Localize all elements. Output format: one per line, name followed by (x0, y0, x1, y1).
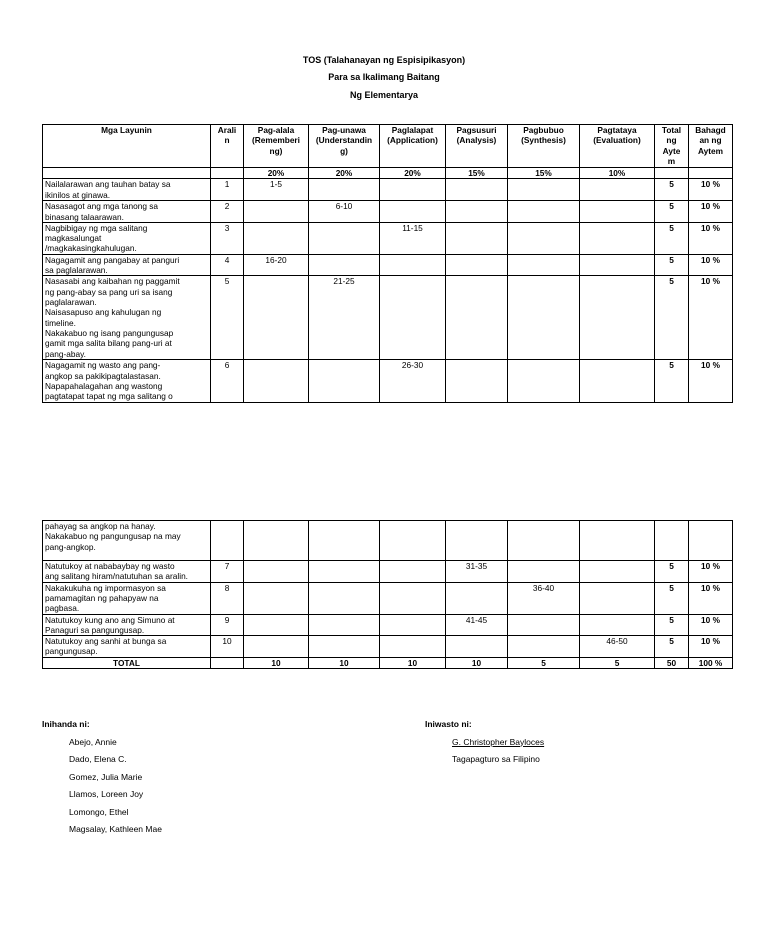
table-row (43, 222, 733, 254)
preparer-name: Magsalay, Kathleen Mae (69, 824, 162, 834)
competency-cell (446, 521, 508, 561)
percent-cell: 10 % (689, 222, 733, 254)
aralin-cell (211, 521, 244, 561)
header-row (43, 125, 733, 168)
competency-cell (580, 582, 655, 614)
total-cell: 5 (655, 614, 689, 636)
layunin-cell: Natutukoy kung ano ang Simuno at Panaguri sa pangungusap. (43, 614, 211, 636)
competency-cell (380, 201, 446, 223)
layunin-cell: Nagagamit ng wasto ang pang- angkop sa pakikipagtalastasan. Napapahalagahan ang wastong pagtatapat tapat ng mga salitang o (43, 360, 211, 403)
competency-cell: 31-35 (446, 561, 508, 583)
aralin-cell: 5 (211, 276, 244, 360)
totals-value: 10 (244, 657, 309, 668)
competency-cell (446, 254, 508, 276)
total-cell: 5 (655, 254, 689, 276)
table-row (43, 360, 733, 403)
competency-cell (508, 614, 580, 636)
checked-by-block (425, 716, 544, 769)
competency-cell (244, 636, 309, 658)
totals-aralin (211, 657, 244, 668)
competency-cell (508, 222, 580, 254)
competency-cell (380, 276, 446, 360)
total-cell: 5 (655, 222, 689, 254)
totals-row (43, 657, 733, 668)
percent-cell: 10 % (689, 201, 733, 223)
preparer-name: Llamos, Loreen Joy (69, 789, 144, 799)
table-row (43, 276, 733, 360)
tos-table-part2 (42, 520, 733, 669)
total-cell: 5 (655, 636, 689, 658)
layunin-cell: Natutukoy at nababaybay ng wasto ang salitang hiram/natutuhan sa aralin. (43, 561, 211, 583)
competency-cell (380, 521, 446, 561)
competency-cell (380, 179, 446, 201)
competency-cell (580, 179, 655, 201)
competency-cell (309, 222, 380, 254)
competency-cell: 16-20 (244, 254, 309, 276)
aralin-cell: 10 (211, 636, 244, 658)
percent-cell: 20% (244, 168, 309, 179)
totals-value: 10 (446, 657, 508, 668)
aralin-cell: 6 (211, 360, 244, 403)
totals-value: 10 (380, 657, 446, 668)
totals-value: 5 (508, 657, 580, 668)
col-header-pagsusuri: Pagsusuri (Analysis) (446, 125, 508, 168)
competency-cell (309, 521, 380, 561)
competency-cell (446, 222, 508, 254)
doc-title: TOS (Talahanayan ng Espisipikasyon) (302, 55, 466, 65)
competency-cell (508, 521, 580, 561)
total-cell (655, 521, 689, 561)
competency-cell (580, 521, 655, 561)
percent-cell: 10 % (689, 179, 733, 201)
tos-table-part1 (42, 124, 733, 403)
totals-value: 10 (309, 657, 380, 668)
competency-cell: 11-15 (380, 222, 446, 254)
percent-cell: 10 % (689, 614, 733, 636)
table-row (43, 254, 733, 276)
competency-cell: 6-10 (309, 201, 380, 223)
aralin-cell: 2 (211, 201, 244, 223)
competency-cell (508, 561, 580, 583)
competency-cell (446, 582, 508, 614)
preparer-name: Abejo, Annie (69, 736, 117, 747)
layunin-cell: Nagbibigay ng mga salitang magkasalungat /magkakasingkahulugan. (43, 222, 211, 254)
competency-cell (244, 521, 309, 561)
competency-cell (508, 201, 580, 223)
percent-cell: 10 % (689, 254, 733, 276)
table-row (43, 521, 733, 561)
competency-cell (580, 614, 655, 636)
competency-cell (244, 222, 309, 254)
percent-cell: 10% (580, 168, 655, 179)
competency-cell (508, 254, 580, 276)
prepared-by-block (42, 716, 162, 839)
competency-cell: 26-30 (380, 360, 446, 403)
checker-name: G. Christopher Bayloces (452, 736, 545, 747)
total-cell: 5 (655, 360, 689, 403)
table-row (43, 614, 733, 636)
percent-cell (689, 521, 733, 561)
col-header-pagunawa: Pag-unawa (Understandin g) (309, 125, 380, 168)
doc-subtitle-grade: Para sa Ikalimang Baitang (328, 72, 440, 82)
percent-cell: 20% (380, 168, 446, 179)
total-cell: 5 (655, 276, 689, 360)
totals-value: 5 (580, 657, 655, 668)
col-header-total: Total ng Ayte m (655, 125, 689, 168)
preparer-name: Lomongo, Ethel (69, 806, 129, 817)
percent-row (43, 168, 733, 179)
aralin-cell: 8 (211, 582, 244, 614)
totals-label: TOTAL (43, 657, 211, 668)
layunin-cell: Nakakukuha ng impormasyon sa pamamagitan ng pahapyaw na pagbasa. (43, 582, 211, 614)
competency-cell (580, 222, 655, 254)
layunin-cell: Nasasabi ang kaibahan ng paggamit ng pang-abay sa pang uri sa isang paglalarawan. Naisasapuso ang kahulugan ng timeline. Nakakabuo ng isang pangungusap gamit mga salita bilang pang-uri at pang-abay. (43, 276, 211, 360)
table-row (43, 582, 733, 614)
col-header-bahagdan: Bahagd an ng Aytem (689, 125, 733, 168)
competency-cell: 41-45 (446, 614, 508, 636)
table-row (43, 179, 733, 201)
competency-cell (580, 360, 655, 403)
totals-total: 50 (655, 657, 689, 668)
competency-cell (446, 201, 508, 223)
total-cell: 5 (655, 561, 689, 583)
competency-cell (309, 614, 380, 636)
col-header-pagbubuo: Pagbubuo (Synthesis) (508, 125, 580, 168)
competency-cell (508, 360, 580, 403)
competency-cell (446, 276, 508, 360)
competency-cell (580, 561, 655, 583)
percent-cell: 15% (446, 168, 508, 179)
competency-cell (309, 179, 380, 201)
competency-cell (380, 636, 446, 658)
competency-cell (446, 360, 508, 403)
percent-cell: 10 % (689, 636, 733, 658)
table-row (43, 636, 733, 658)
aralin-cell: 7 (211, 561, 244, 583)
competency-cell (508, 636, 580, 658)
competency-cell (244, 276, 309, 360)
percent-cell: 15% (508, 168, 580, 179)
competency-cell (380, 561, 446, 583)
competency-cell (580, 201, 655, 223)
competency-cell (244, 582, 309, 614)
percent-cell: 10 % (689, 582, 733, 614)
competency-cell (309, 254, 380, 276)
layunin-cell: Nailalarawan ang tauhan batay sa ikinilos at ginawa. (43, 179, 211, 201)
competency-cell (446, 179, 508, 201)
competency-cell (380, 582, 446, 614)
total-cell: 5 (655, 179, 689, 201)
competency-cell (309, 582, 380, 614)
doc-subtitle-level: Ng Elementarya (349, 90, 419, 100)
col-header-pagalala: Pag-alala (Rememberi ng) (244, 125, 309, 168)
checked-by-label: Iniwasto ni: (425, 719, 472, 729)
competency-cell (244, 561, 309, 583)
checker-role: Tagapagturo sa Filipino (452, 754, 540, 764)
competency-cell (309, 636, 380, 658)
competency-cell: 21-25 (309, 276, 380, 360)
totals-percent: 100 % (689, 657, 733, 668)
competency-cell (244, 614, 309, 636)
preparer-name: Dado, Elena C. (69, 754, 127, 764)
layunin-cell: Natutukoy ang sanhi at bunga sa pangungusap. (43, 636, 211, 658)
percent-cell: 10 % (689, 276, 733, 360)
competency-cell (446, 636, 508, 658)
col-header-aralin: Arali n (211, 125, 244, 168)
aralin-cell: 1 (211, 179, 244, 201)
col-header-paglalapat: Paglalapat (Application) (380, 125, 446, 168)
competency-cell (309, 360, 380, 403)
competency-cell (508, 276, 580, 360)
preparer-name: Gomez, Julia Marie (69, 771, 143, 782)
layunin-cell: pahayag sa angkop na hanay. Nakakabuo ng pangungusap na may pang-angkop. (43, 521, 211, 561)
layunin-cell: Nasasagot ang mga tanong sa binasang talaarawan. (43, 201, 211, 223)
percent-cell: 20% (309, 168, 380, 179)
competency-cell: 1-5 (244, 179, 309, 201)
total-cell: 5 (655, 201, 689, 223)
percent-cell: 10 % (689, 360, 733, 403)
competency-cell (244, 201, 309, 223)
prepared-by-label: Inihanda ni: (42, 719, 90, 729)
competency-cell (380, 614, 446, 636)
competency-cell (580, 276, 655, 360)
competency-cell (508, 179, 580, 201)
competency-cell (580, 254, 655, 276)
aralin-cell: 4 (211, 254, 244, 276)
competency-cell: 46-50 (580, 636, 655, 658)
total-cell: 5 (655, 582, 689, 614)
table-row (43, 561, 733, 583)
layunin-cell: Nagagamit ang pangabay at panguri sa paglalarawan. (43, 254, 211, 276)
col-header-layunin: Mga Layunin (43, 125, 211, 168)
aralin-cell: 3 (211, 222, 244, 254)
col-header-pagtataya: Pagtataya (Evaluation) (580, 125, 655, 168)
competency-cell (309, 561, 380, 583)
table-row (43, 201, 733, 223)
competency-cell (380, 254, 446, 276)
competency-cell (244, 360, 309, 403)
aralin-cell: 9 (211, 614, 244, 636)
competency-cell: 36-40 (508, 582, 580, 614)
percent-cell: 10 % (689, 561, 733, 583)
